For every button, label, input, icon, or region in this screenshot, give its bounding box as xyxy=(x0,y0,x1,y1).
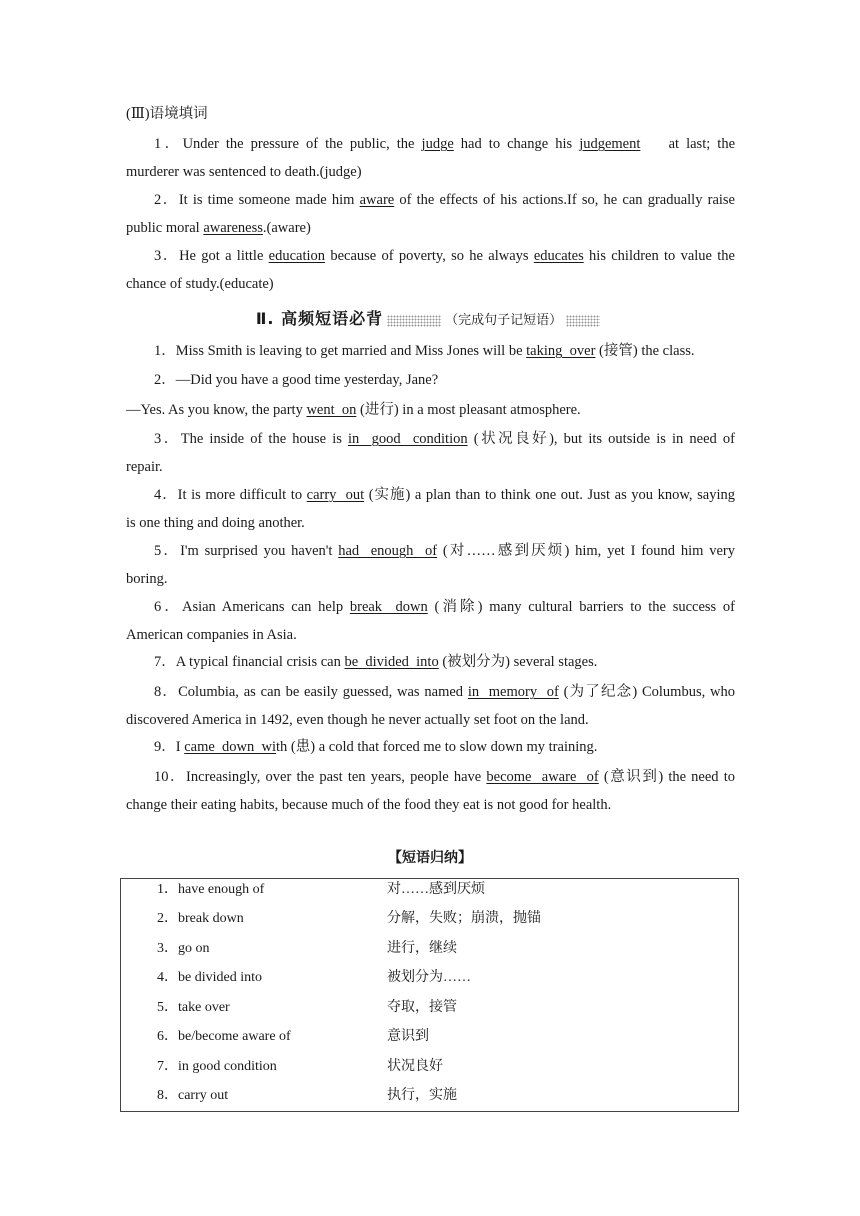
phrase-en: 3．go on xyxy=(157,941,210,956)
answer-blank: education xyxy=(268,248,326,264)
dotted-decoration xyxy=(387,315,441,327)
answer-blank: in memory of xyxy=(467,684,559,700)
s2-item-1: 1．Miss Smith is leaving to get married and Miss Jones will be taking over (接管) the class. xyxy=(154,343,695,359)
answer-blank: judge xyxy=(421,136,454,152)
s2-item-2-question: 2．—Did you have a good time yesterday, Jane? xyxy=(154,372,439,388)
answer-blank: educates xyxy=(533,248,584,264)
s3-item-2-line1: 2．It is time someone made him aware of the effects of his actions.If so, he can gradually raise xyxy=(154,192,735,208)
answer-blank: came down wi xyxy=(184,739,277,755)
summary-title: 【短语归纳】 xyxy=(388,850,472,866)
answer-blank: become aware of xyxy=(486,769,599,785)
summary-table xyxy=(120,878,739,1112)
phrase-en: 4．be divided into xyxy=(157,970,262,985)
section2-note: （完成句子记短语） xyxy=(445,312,563,327)
s2-item-10-line2: change their eating habits, because much of the food they eat is not good for health. xyxy=(126,797,612,813)
dotted-decoration xyxy=(566,315,600,327)
s2-item-5-line2: boring. xyxy=(126,571,168,587)
s3-item-1-line1: 1．Under the pressure of the public, the judge had to change his judgement at last; the xyxy=(154,136,736,152)
phrase-en: 2．break down xyxy=(157,911,244,926)
summary-row xyxy=(121,908,738,930)
phrase-zh: 被划分为…… xyxy=(387,970,471,985)
s2-item-8-line1: 8．Columbia, as can be easily guessed, was named in memory of (为了纪念) Columbus, who xyxy=(154,684,736,700)
answer-blank: carry out xyxy=(306,487,365,503)
s2-item-8-line2: discovered America in 1492, even though he never actually set foot on the land. xyxy=(126,712,589,728)
s2-item-10-line1: 10．Increasingly, over the past ten years, people have become aware of (意识到) the need to xyxy=(154,769,735,785)
s2-item-4-line1: 4．It is more difficult to carry out (实施) a plan than to think one out. Just as you know, saying xyxy=(154,487,735,503)
s3-item-3-line2: chance of study.(educate) xyxy=(126,276,274,292)
phrase-zh: 执行，实施 xyxy=(387,1088,457,1103)
s2-item-6-line2: American companies in Asia. xyxy=(126,627,297,643)
section3-title: (Ⅲ)语境填词 xyxy=(126,106,208,122)
section2-header xyxy=(0,308,860,331)
s2-item-4-line2: is one thing and doing another. xyxy=(126,515,305,531)
summary-row xyxy=(121,938,738,960)
phrase-en: 5．take over xyxy=(157,1000,230,1015)
section2-heading: Ⅱ. 高频短语必背 xyxy=(255,309,384,328)
answer-blank: aware xyxy=(359,192,395,208)
s3-item-3-line1: 3．He got a little education because of poverty, so he always educates his children to value the xyxy=(154,248,735,264)
answer-blank: taking over xyxy=(526,343,596,359)
summary-row xyxy=(121,967,738,989)
s2-item-2-answer: —Yes. As you know, the party went on (进行) in a most pleasant atmosphere. xyxy=(126,402,581,418)
summary-row xyxy=(121,879,738,901)
phrase-zh: 夺取，接管 xyxy=(387,1000,457,1015)
phrase-zh: 对……感到厌烦 xyxy=(387,882,485,897)
answer-blank: went on xyxy=(306,402,357,418)
phrase-en: 7．in good condition xyxy=(157,1059,277,1074)
summary-row xyxy=(121,997,738,1019)
answer-blank: break down xyxy=(349,599,428,615)
phrase-en: 1．have enough of xyxy=(157,882,265,897)
answer-blank: had enough of xyxy=(338,543,438,559)
s2-item-3-line1: 3．The inside of the house is in good condition (状况良好), but its outside is in need of xyxy=(154,431,735,447)
summary-row xyxy=(121,1056,738,1078)
phrase-zh: 意识到 xyxy=(387,1029,429,1044)
phrase-zh: 进行，继续 xyxy=(387,941,457,956)
summary-row xyxy=(121,1085,738,1107)
phrase-zh: 状况良好 xyxy=(387,1059,443,1074)
s2-item-6-line1: 6．Asian Americans can help break down (消除) many cultural barriers to the success of xyxy=(154,599,736,615)
s3-item-1-line2: murderer was sentenced to death.(judge) xyxy=(126,164,362,180)
summary-row xyxy=(121,1026,738,1048)
s2-item-7: 7．A typical financial crisis can be divided into (被划分为) several stages. xyxy=(154,654,598,670)
s2-item-3-line2: repair. xyxy=(126,459,163,475)
s2-item-5-line1: 5．I'm surprised you haven't had enough of (对……感到厌烦) him, yet I found him very xyxy=(154,543,735,559)
answer-blank: judgement xyxy=(579,136,641,152)
phrase-zh: 分解，失败；崩溃，抛锚 xyxy=(387,911,541,926)
s2-item-9: 9．I came down with (患) a cold that forced me to slow down my training. xyxy=(154,739,598,755)
answer-blank: awareness xyxy=(203,220,263,236)
phrase-en: 8．carry out xyxy=(157,1088,229,1103)
answer-blank: be divided into xyxy=(344,654,439,670)
phrase-en: 6．be/become aware of xyxy=(157,1029,291,1044)
s3-item-2-line2: public moral awareness.(aware) xyxy=(126,220,311,236)
answer-blank: in good condition xyxy=(348,431,468,447)
